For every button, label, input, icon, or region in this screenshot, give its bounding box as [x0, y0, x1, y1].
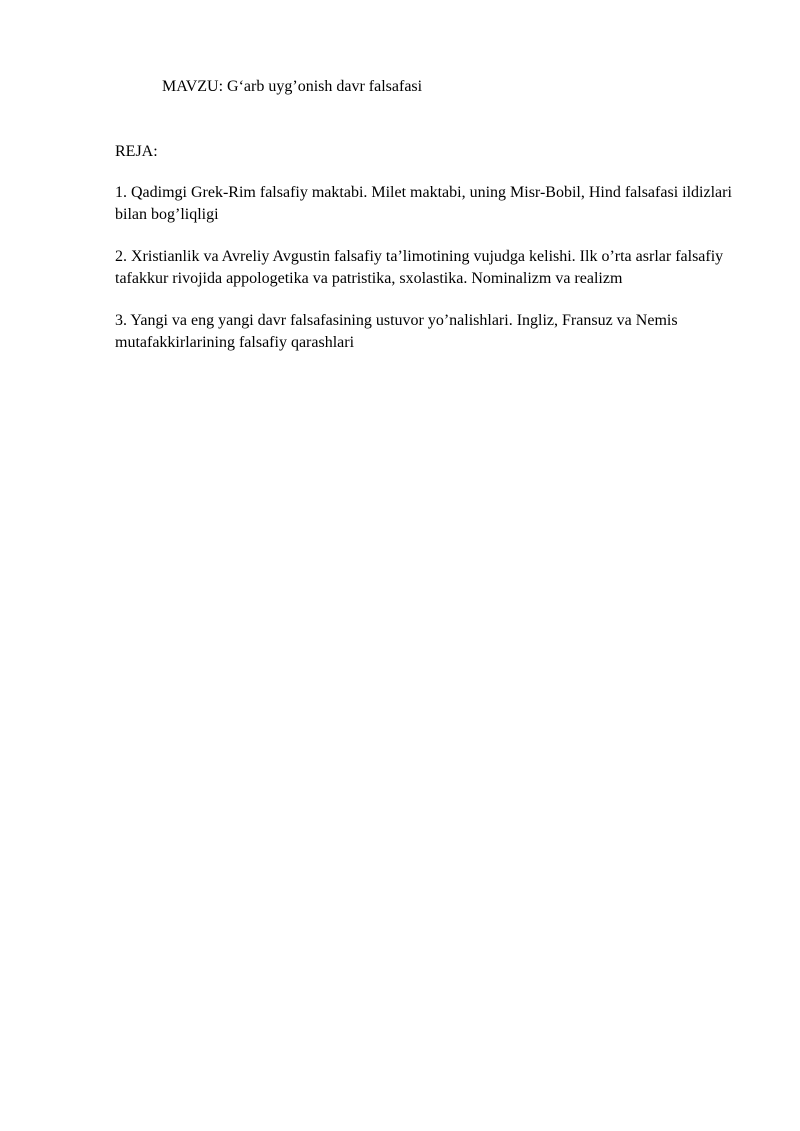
plan-list [115, 182, 745, 374]
plan-item-2: 2. Xristianlik va Avreliy Avgustin falsafiy ta’limotining vujudga kelishi. Ilk o’rta asrlar falsafiy tafakkur rivojida appologetika va patristika, sxolastika. Nominalizm va realizm [115, 248, 724, 287]
plan-item-3: 3. Yangi va eng yangi davr falsafasining ustuvor yo’nalishlari. Ingliz, Fransuz va Nemis mutafakkirlarining falsafiy qarashlari [115, 312, 678, 351]
plan-item-1: 1. Qadimgi Grek-Rim falsafiy maktabi. Milet maktabi, uning Misr-Bobil, Hind falsafasi ildizlari bilan bog’liqligi [115, 184, 732, 223]
plan-heading: REJA: [115, 143, 158, 160]
document-topic: MAVZU: G‘arb uyg’onish davr falsafasi [162, 78, 423, 95]
